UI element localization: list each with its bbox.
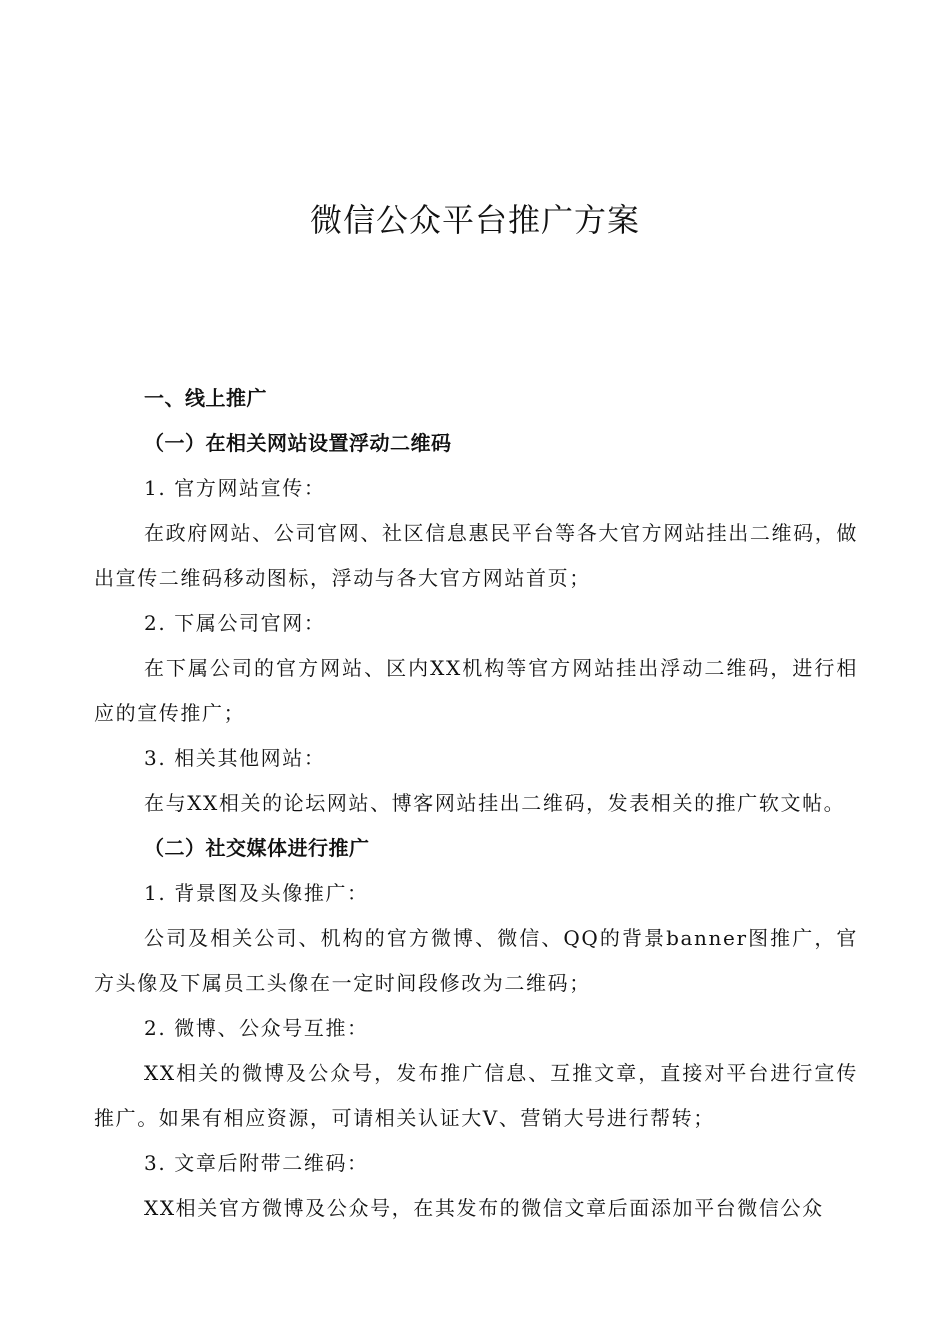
paragraph-official-website: 在政府网站、公司官网、社区信息惠民平台等各大官方网站挂出二维码，做出宣传二维码移动图标，浮动与各大官方网站首页；: [94, 521, 858, 590]
paragraph-subsidiary-website: 在下属公司的官方网站、区内XX机构等官方网站挂出浮动二维码，进行相应的宣传推广；: [94, 656, 858, 725]
document-body: [94, 376, 858, 1231]
list-item-official-website: 1. 官方网站宣传：: [144, 476, 326, 500]
list-item-article-qrcode: 3. 文章后附带二维码：: [144, 1151, 369, 1175]
paragraph-weibo-mutual-promotion: XX相关的微博及公众号，发布推广信息、互推文章，直接对平台进行宣传推广。如果有相应资源，可请相关认证大V、营销大号进行帮转；: [94, 1061, 858, 1130]
paragraph-other-websites: 在与XX相关的论坛网站、博客网站挂出二维码，发表相关的推广软文帖。: [144, 791, 846, 815]
list-item-background-avatar: 1. 背景图及头像推广：: [144, 881, 369, 905]
paragraph-background-avatar: 公司及相关公司、机构的官方微博、微信、QQ的背景banner图推广，官方头像及下属员工头像在一定时间段修改为二维码；: [94, 926, 858, 995]
paragraph-article-qrcode: XX相关官方微博及公众号，在其发布的微信文章后面添加平台微信公众: [144, 1196, 824, 1220]
list-item-other-websites: 3. 相关其他网站：: [144, 746, 326, 770]
list-item-weibo-mutual-promotion: 2. 微博、公众号互推：: [144, 1016, 369, 1040]
section-heading-online-promotion: 一、线上推广: [144, 386, 267, 410]
document-title: 微信公众平台推广方案: [309, 201, 640, 239]
subsection-heading-social-media: （二）社交媒体进行推广: [144, 836, 370, 860]
subsection-heading-website-qrcode: （一）在相关网站设置浮动二维码: [144, 431, 452, 455]
list-item-subsidiary-website: 2. 下属公司官网：: [144, 611, 326, 635]
